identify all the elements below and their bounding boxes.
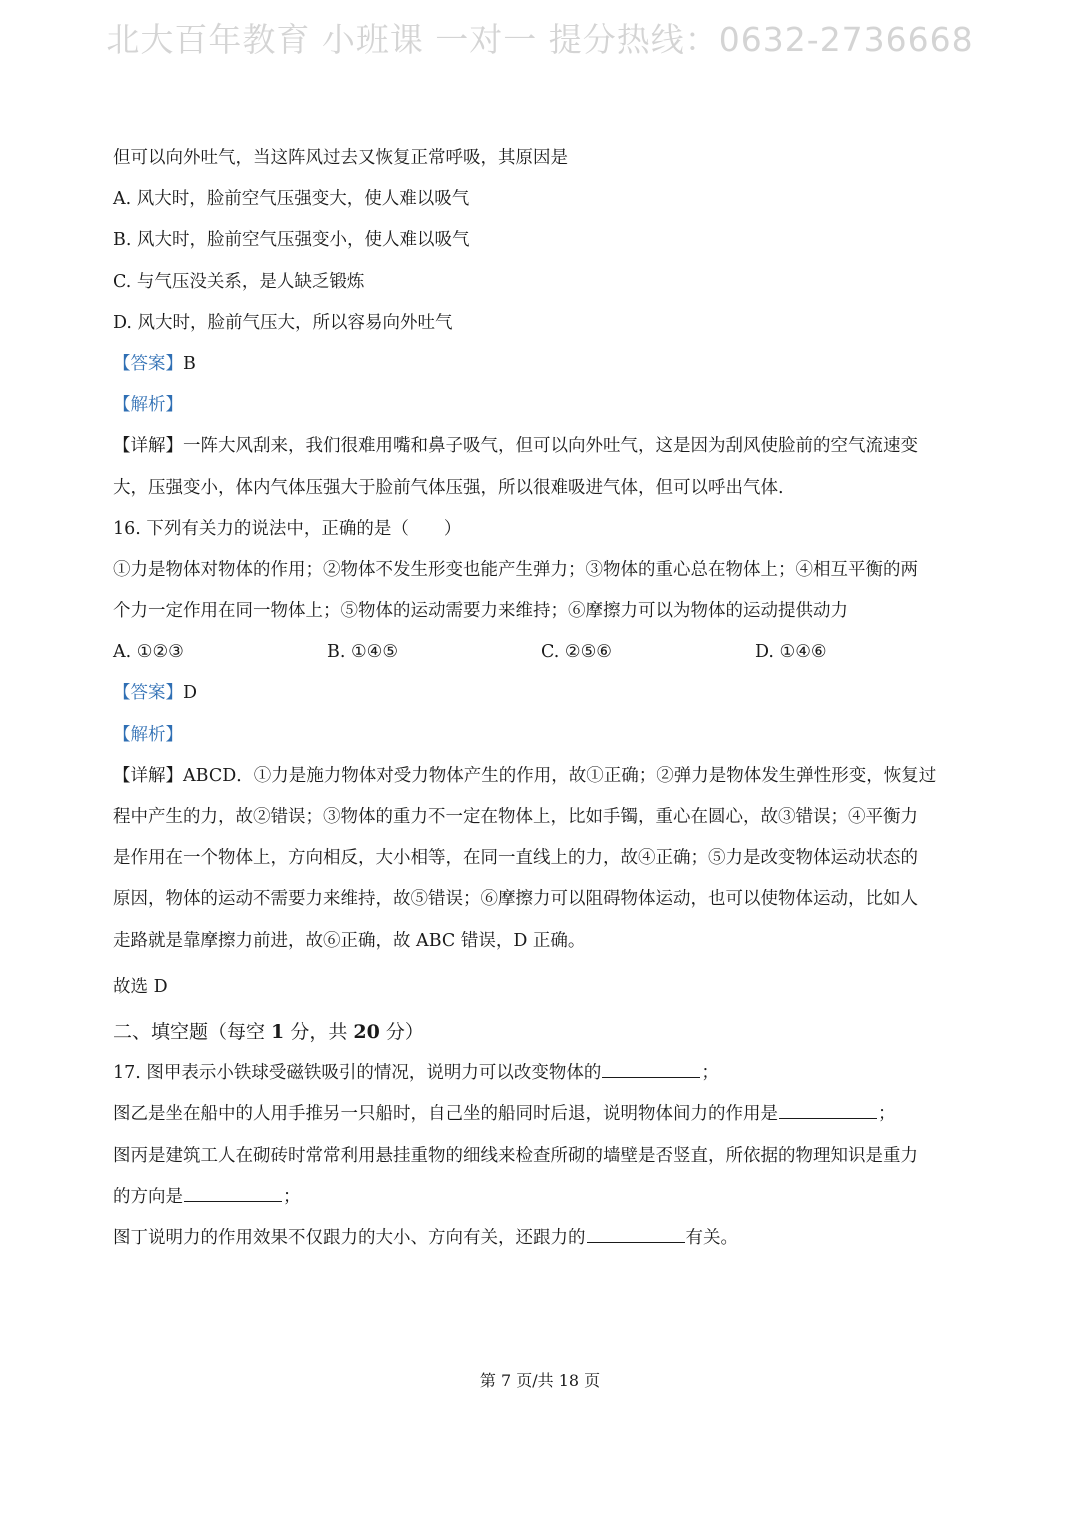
detail-tag: 【详解】 (113, 436, 183, 457)
q16-option-c: C. ②⑤⑥ (541, 642, 612, 663)
q15-detail-line-2: 大，压强变小，体内气体压强大于脸前气体压强，所以很难吸进气体，但可以呼出气体. (113, 477, 784, 498)
fill-blank[interactable] (602, 1076, 700, 1078)
q15-answer (113, 344, 973, 385)
analysis-tag: 【解析】 (113, 724, 183, 745)
q16-options (113, 632, 973, 673)
q15-analysis (113, 385, 973, 426)
section-prefix: 二、填空题（每空 (113, 1020, 272, 1043)
detail-tag: 【详解】 (113, 765, 183, 786)
q16-analysis (113, 715, 973, 756)
q15-option-c: C. 与气压没关系，是人缺乏锻炼 (113, 271, 365, 292)
q15-option-d: D. 风大时，脸前气压大，所以容易向外吐气 (113, 312, 453, 333)
q17-line-2 (113, 1094, 973, 1135)
q16-detail-line-3: 是作用在一个物体上，方向相反，大小相等，在同一直线上的力，故④正确；⑤力是改变物体运动状态的 (113, 848, 918, 869)
q17-line-4 (113, 1177, 973, 1218)
section-heading (113, 1012, 973, 1053)
document-body (113, 138, 973, 1259)
section-middle: 分，共 (284, 1020, 354, 1043)
q16-option-d: D. ①④⑥ (755, 642, 827, 663)
q15-option-b: B. 风大时，脸前空气压强变小，使人难以吸气 (113, 230, 470, 251)
answer-value: D (183, 683, 198, 704)
q15-option-a: A. 风大时，脸前空气压强变大，使人难以吸气 (113, 189, 470, 210)
fill-blank[interactable] (587, 1241, 685, 1243)
q17-punct: ； (701, 1063, 719, 1084)
q17-line-3: 图丙是建筑工人在砌砖时常常利用悬挂重物的细线来检查所砌的墙壁是否竖直，所依据的物理知识是重力 (113, 1145, 918, 1166)
q16-statement-line-2: 个力一定作用在同一物体上；⑤物体的运动需要力来维持；⑥摩擦力可以为物体的运动提供动力 (113, 601, 848, 622)
q17-punct: 有关。 (685, 1227, 738, 1248)
analysis-tag: 【解析】 (113, 395, 183, 416)
section-total: 20 (353, 1020, 380, 1043)
q17-text: 17. 图甲表示小铁球受磁铁吸引的情况，说明力可以改变物体的 (113, 1063, 602, 1084)
q17-punct: ； (283, 1186, 301, 1207)
q16-conclusion: 故选 D (113, 976, 168, 997)
section-points: 1 (271, 1020, 285, 1043)
q16-statement-line-1: ①力是物体对物体的作用；②物体不发生形变也能产生弹力；③物体的重心总在物体上；④相互平衡的两 (113, 559, 918, 580)
q15-stem-tail: 但可以向外吐气，当这阵风过去又恢复正常呼吸，其原因是 (113, 148, 568, 168)
answer-tag: 【答案】 (113, 683, 183, 704)
answer-value: B (183, 353, 196, 374)
q16-option-b: B. ①④⑤ (327, 642, 399, 663)
detail-text: ABCD．①力是施力物体对受力物体产生的作用，故①正确；②弹力是物体发生弹性形变，恢复过 (183, 765, 937, 786)
q17-text: 图乙是坐在船中的人用手推另一只船时，自己坐的船同时后退，说明物体间力的作用是 (113, 1104, 778, 1125)
fill-blank[interactable] (184, 1200, 282, 1202)
q16-answer (113, 673, 973, 714)
q16-option-a: A. ①②③ (113, 642, 184, 663)
q16-stem: 16. 下列有关力的说法中，正确的是（ ） (113, 518, 462, 539)
page-footer: 第 7 页/共 18 页 (479, 1371, 601, 1390)
q15-detail-line-1 (113, 426, 973, 467)
q16-detail-line-2: 程中产生的力，故②错误；③物体的重力不一定在物体上，比如手镯，重心在圆心，故③错误；④平衡力 (113, 807, 918, 827)
q17-punct: ； (878, 1104, 896, 1125)
detail-text: 一阵大风刮来，我们很难用嘴和鼻子吸气，但可以向外吐气，这是因为刮风使脸前的空气流速变 (183, 436, 918, 457)
q17-text: 的方向是 (113, 1186, 183, 1207)
q16-detail-line-4: 原因，物体的运动不需要力来维持，故⑤错误；⑥摩擦力可以阻碍物体运动，也可以使物体运动，比如人 (113, 889, 918, 910)
watermark: 北大百年教育 小班课 一对一 提分热线：0632-2736668 (106, 20, 974, 59)
q16-detail-line-5: 走路就是靠摩擦力前进，故⑥正确，故 ABC 错误，D 正确。 (113, 930, 586, 951)
q17-line-5 (113, 1218, 973, 1259)
q16-detail-line-1 (113, 756, 973, 797)
fill-blank[interactable] (779, 1117, 877, 1119)
section-suffix: 分） (379, 1020, 424, 1043)
answer-tag: 【答案】 (113, 353, 183, 374)
q17-text: 图丁说明力的作用效果不仅跟力的大小、方向有关，还跟力的 (113, 1227, 586, 1248)
q17-line-1 (113, 1053, 973, 1094)
